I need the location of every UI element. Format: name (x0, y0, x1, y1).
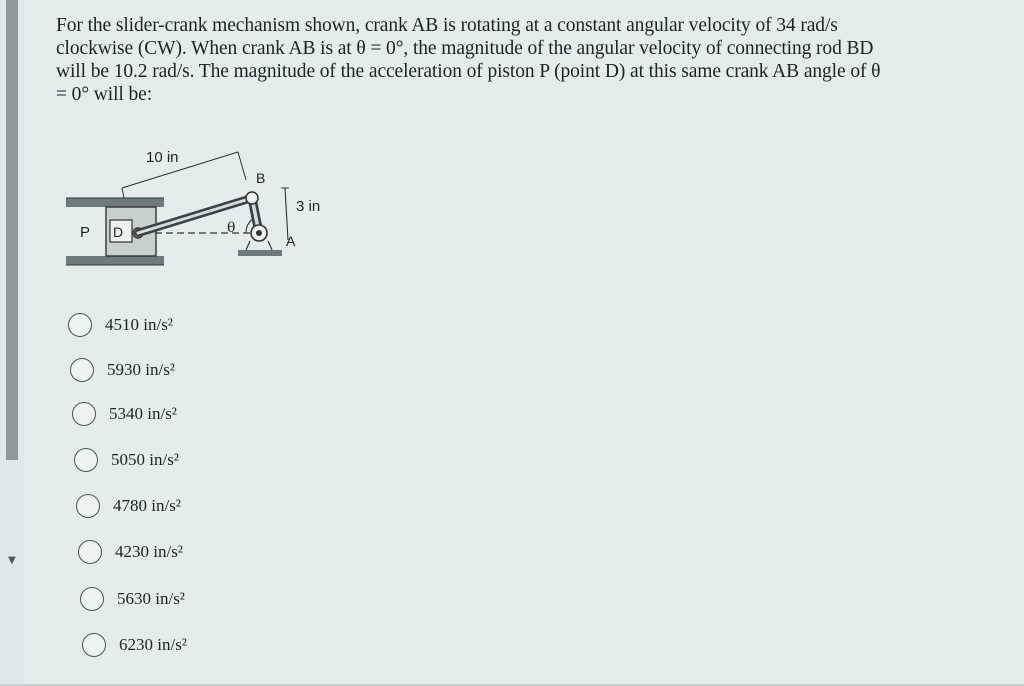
pin-b (246, 192, 258, 204)
label-crank-length: 3 in (296, 198, 321, 215)
ground-a (238, 250, 282, 256)
label-d: D (113, 224, 124, 240)
scrollbar-thumb[interactable] (6, 0, 18, 460)
question-line: For the slider-crank mechanism shown, crank AB is rotating at a constant angular velocity of 34 rad/s (56, 15, 838, 36)
label-b: B (256, 170, 266, 186)
label-a: A (286, 233, 296, 249)
answer-option[interactable] (76, 490, 181, 522)
option-label: 6230 in/s² (119, 635, 187, 654)
left-scrollbar[interactable] (0, 0, 24, 686)
radio-button[interactable] (78, 540, 102, 564)
answer-option[interactable] (68, 309, 173, 341)
option-label: 5930 in/s² (107, 360, 175, 379)
question-line: = 0° will be: (56, 84, 153, 105)
option-label: 4510 in/s² (105, 315, 173, 334)
upper-guide (66, 198, 164, 207)
label-theta: θ (227, 220, 236, 236)
question-line: clockwise (CW). When crank AB is at θ = 0°, the magnitude of the angular velocity of connecting rod BD (56, 38, 874, 59)
slider-crank-diagram (60, 140, 360, 280)
radio-button[interactable] (74, 448, 98, 472)
answer-option[interactable] (82, 629, 187, 661)
option-label: 5050 in/s² (111, 450, 179, 469)
radio-button[interactable] (70, 358, 94, 382)
answer-option[interactable] (74, 444, 179, 476)
question-text (56, 14, 956, 106)
answer-option[interactable] (72, 398, 177, 430)
option-label: 4780 in/s² (113, 496, 181, 515)
answer-option[interactable] (70, 354, 175, 386)
label-p: P (80, 224, 91, 241)
radio-button[interactable] (82, 633, 106, 657)
radio-button[interactable] (76, 494, 100, 518)
question-line: will be 10.2 rad/s. The magnitude of the acceleration of piston P (point D) at this same crank AB angle of θ (56, 61, 881, 82)
answer-option[interactable] (80, 583, 185, 615)
option-label: 5340 in/s² (109, 404, 177, 423)
label-rod-length: 10 in (146, 149, 179, 166)
option-label: 4230 in/s² (115, 542, 183, 561)
answer-option[interactable] (78, 536, 183, 568)
radio-button[interactable] (68, 313, 92, 337)
dim-10in (122, 152, 238, 188)
radio-button[interactable] (80, 587, 104, 611)
radio-button[interactable] (72, 402, 96, 426)
triangle-down-icon[interactable]: ▼ (8, 555, 16, 566)
option-label: 5630 in/s² (117, 589, 185, 608)
lower-guide (66, 256, 164, 265)
